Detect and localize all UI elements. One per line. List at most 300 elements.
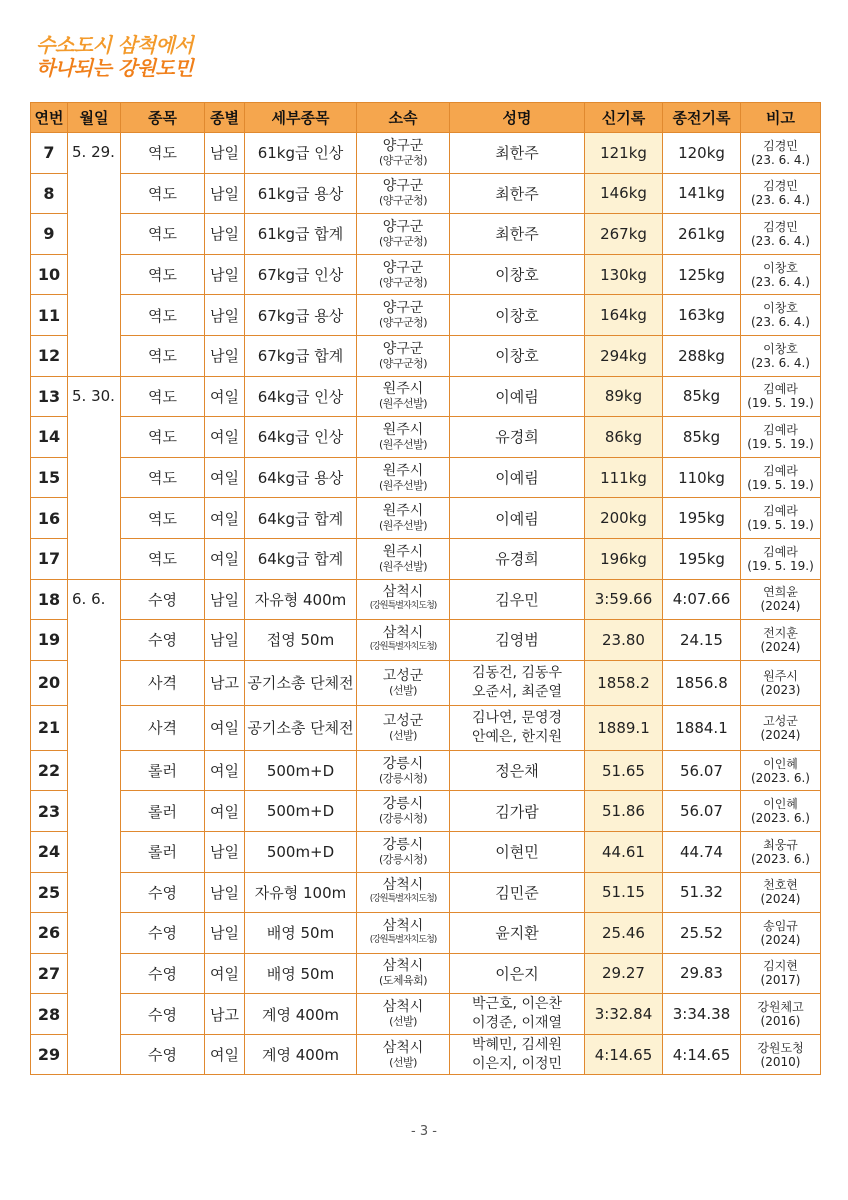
note-date: (2024) (760, 639, 801, 654)
header-affiliation: 소속 (357, 103, 450, 133)
affiliation-city: 양구군 (382, 137, 424, 154)
row-new-record: 121kg (585, 133, 663, 174)
table-row (31, 579, 821, 620)
row-previous-record: 120kg (663, 133, 741, 174)
affiliation-city: 원주시 (382, 462, 424, 479)
row-new-record: 44.61 (585, 831, 663, 872)
affiliation-team: (양구군청) (378, 234, 428, 248)
affiliation-team: (원주선발) (378, 519, 428, 533)
row-previous-record: 3:34.38 (663, 994, 741, 1035)
note-holder: 천호현 (763, 878, 798, 893)
row-detail: 67kg급 합계 (245, 335, 357, 376)
row-affiliation (357, 660, 450, 705)
note-holder: 김예라 (763, 422, 798, 437)
row-previous-record: 29.83 (663, 953, 741, 994)
row-note (741, 295, 821, 336)
row-new-record: 25.46 (585, 913, 663, 954)
header-previous-record: 종전기록 (663, 103, 741, 133)
affiliation-team: (강원특별자치도청) (369, 934, 437, 945)
row-event: 수영 (121, 913, 205, 954)
row-note (741, 953, 821, 994)
note-holder: 이창호 (763, 260, 798, 275)
note-date: (2023. 6.) (751, 770, 810, 785)
affiliation-city: 강릉시 (382, 796, 424, 813)
note-holder: 최웅규 (763, 837, 798, 852)
row-athlete: 김가람 (450, 791, 585, 832)
row-note (741, 173, 821, 214)
row-note (741, 913, 821, 954)
row-event: 롤러 (121, 750, 205, 791)
row-note (741, 1034, 821, 1075)
row-class: 남일 (205, 335, 245, 376)
row-event: 사격 (121, 705, 205, 750)
row-affiliation (357, 750, 450, 791)
row-detail: 67kg급 인상 (245, 254, 357, 295)
row-event: 사격 (121, 660, 205, 705)
affiliation-city: 양구군 (382, 300, 424, 317)
row-new-record: 3:32.84 (585, 994, 663, 1035)
affiliation-team: (원주선발) (378, 478, 428, 492)
note-holder: 강원체고 (757, 1000, 804, 1015)
note-holder: 김지현 (763, 959, 798, 974)
row-new-record: 1858.2 (585, 660, 663, 705)
athlete-names-line-1: 김나연, 문영경 (471, 709, 563, 726)
row-note (741, 660, 821, 705)
athlete-names-line-2: 이경준, 이재열 (471, 1015, 563, 1032)
row-previous-record: 195kg (663, 498, 741, 539)
note-date: (2024) (760, 599, 801, 614)
row-number: 12 (31, 335, 68, 376)
note-holder: 연희윤 (763, 585, 798, 600)
affiliation-city: 양구군 (382, 178, 424, 195)
row-event: 역도 (121, 173, 205, 214)
note-date: (2010) (760, 1054, 801, 1069)
row-event: 역도 (121, 376, 205, 417)
row-number: 21 (31, 705, 68, 750)
row-athlete: 김민준 (450, 872, 585, 913)
row-number: 11 (31, 295, 68, 336)
note-date: (2024) (760, 932, 801, 947)
row-class: 남일 (205, 579, 245, 620)
row-class: 남일 (205, 620, 245, 661)
row-new-record: 146kg (585, 173, 663, 214)
row-class: 남일 (205, 295, 245, 336)
row-previous-record: 1856.8 (663, 660, 741, 705)
athlete-names-line-2: 안예은, 한지원 (471, 728, 563, 745)
row-affiliation (357, 953, 450, 994)
affiliation-team: (강원특별자치도청) (369, 641, 437, 652)
affiliation-city: 원주시 (382, 421, 424, 438)
row-new-record: 130kg (585, 254, 663, 295)
row-note (741, 791, 821, 832)
row-affiliation (357, 133, 450, 174)
athlete-names-line-1: 박근호, 이은찬 (471, 996, 563, 1013)
row-previous-record: 288kg (663, 335, 741, 376)
row-class: 여일 (205, 498, 245, 539)
row-affiliation (357, 913, 450, 954)
affiliation-team: (원주선발) (378, 437, 428, 451)
row-new-record: 111kg (585, 457, 663, 498)
row-detail: 자유형 400m (245, 579, 357, 620)
note-date: (19. 5. 19.) (747, 396, 814, 411)
affiliation-team: (원주선발) (378, 559, 428, 573)
row-affiliation (357, 791, 450, 832)
row-date: 6. 6. (68, 579, 121, 1075)
row-detail: 64kg급 용상 (245, 457, 357, 498)
note-holder: 강원도청 (757, 1040, 804, 1055)
row-athlete: 이창호 (450, 254, 585, 295)
note-date: (23. 6. 4.) (751, 355, 810, 370)
row-athlete (450, 660, 585, 705)
row-event: 롤러 (121, 791, 205, 832)
affiliation-team: (양구군청) (378, 316, 428, 330)
row-number: 16 (31, 498, 68, 539)
row-detail: 61kg급 용상 (245, 173, 357, 214)
row-event: 역도 (121, 538, 205, 579)
row-event: 역도 (121, 498, 205, 539)
header-detail: 세부종목 (245, 103, 357, 133)
note-date: (2023. 6.) (751, 811, 810, 826)
row-affiliation (357, 705, 450, 750)
row-previous-record: 56.07 (663, 750, 741, 791)
row-previous-record: 56.07 (663, 791, 741, 832)
row-detail: 배영 50m (245, 913, 357, 954)
row-new-record: 51.65 (585, 750, 663, 791)
table-row (31, 994, 821, 1035)
row-event: 수영 (121, 620, 205, 661)
header-note: 비고 (741, 103, 821, 133)
row-event: 역도 (121, 417, 205, 458)
row-affiliation (357, 872, 450, 913)
note-holder: 이인혜 (763, 756, 798, 771)
table-row (31, 538, 821, 579)
row-note (741, 498, 821, 539)
note-holder: 송임규 (763, 918, 798, 933)
row-event: 수영 (121, 1034, 205, 1075)
row-class: 여일 (205, 1034, 245, 1075)
row-athlete: 정은채 (450, 750, 585, 791)
row-note (741, 831, 821, 872)
row-note (741, 335, 821, 376)
note-date: (2017) (760, 973, 801, 988)
affiliation-team: (원주선발) (378, 397, 428, 411)
affiliation-city: 원주시 (382, 381, 424, 398)
affiliation-city: 삼척시 (382, 877, 424, 894)
row-note (741, 376, 821, 417)
row-new-record: 1889.1 (585, 705, 663, 750)
row-athlete: 최한주 (450, 173, 585, 214)
note-holder: 김경민 (763, 219, 798, 234)
row-number: 13 (31, 376, 68, 417)
row-new-record: 89kg (585, 376, 663, 417)
affiliation-team: (양구군청) (378, 356, 428, 370)
row-affiliation (357, 214, 450, 255)
row-new-record: 86kg (585, 417, 663, 458)
note-holder: 김경민 (763, 179, 798, 194)
note-date: (2024) (760, 727, 801, 742)
table-row (31, 376, 821, 417)
row-class: 남일 (205, 173, 245, 214)
row-new-record: 3:59.66 (585, 579, 663, 620)
affiliation-city: 삼척시 (382, 917, 424, 934)
row-event: 롤러 (121, 831, 205, 872)
row-note (741, 620, 821, 661)
affiliation-team: (양구군청) (378, 153, 428, 167)
row-affiliation (357, 295, 450, 336)
affiliation-team: (강원특별자치도청) (369, 894, 437, 905)
row-previous-record: 110kg (663, 457, 741, 498)
note-date: (19. 5. 19.) (747, 518, 814, 533)
row-detail: 계영 400m (245, 994, 357, 1035)
row-new-record: 51.86 (585, 791, 663, 832)
note-date: (23. 6. 4.) (751, 152, 810, 167)
affiliation-team: (선발) (389, 1015, 417, 1029)
row-affiliation (357, 831, 450, 872)
row-note (741, 133, 821, 174)
table-row (31, 498, 821, 539)
table-row (31, 173, 821, 214)
row-detail: 공기소총 단체전 (245, 660, 357, 705)
note-date: (23. 6. 4.) (751, 193, 810, 208)
row-previous-record: 25.52 (663, 913, 741, 954)
row-number: 28 (31, 994, 68, 1035)
row-note (741, 254, 821, 295)
note-date: (2023. 6.) (751, 851, 810, 866)
note-date: (23. 6. 4.) (751, 315, 810, 330)
row-previous-record: 85kg (663, 376, 741, 417)
header-date: 월일 (68, 103, 121, 133)
row-detail: 64kg급 합계 (245, 498, 357, 539)
row-affiliation (357, 1034, 450, 1075)
row-athlete: 이예림 (450, 457, 585, 498)
row-note (741, 457, 821, 498)
row-class: 여일 (205, 750, 245, 791)
row-previous-record: 24.15 (663, 620, 741, 661)
row-number: 19 (31, 620, 68, 661)
note-holder: 고성군 (763, 713, 798, 728)
row-number: 26 (31, 913, 68, 954)
row-class: 여일 (205, 953, 245, 994)
row-class: 여일 (205, 705, 245, 750)
header-new-record: 신기록 (585, 103, 663, 133)
affiliation-city: 강릉시 (382, 755, 424, 772)
table-row (31, 295, 821, 336)
row-class: 남일 (205, 133, 245, 174)
row-event: 역도 (121, 133, 205, 174)
row-detail: 61kg급 합계 (245, 214, 357, 255)
note-holder: 김예라 (763, 544, 798, 559)
affiliation-team: (강릉시청) (378, 812, 428, 826)
row-previous-record: 261kg (663, 214, 741, 255)
row-event: 수영 (121, 953, 205, 994)
row-affiliation (357, 417, 450, 458)
table-header-row (31, 103, 821, 133)
row-athlete: 유경희 (450, 538, 585, 579)
row-detail: 500m+D (245, 791, 357, 832)
row-detail: 64kg급 인상 (245, 376, 357, 417)
row-athlete: 유경희 (450, 417, 585, 458)
row-new-record: 267kg (585, 214, 663, 255)
row-number: 24 (31, 831, 68, 872)
row-number: 15 (31, 457, 68, 498)
row-number: 22 (31, 750, 68, 791)
row-detail: 500m+D (245, 831, 357, 872)
row-athlete: 최한주 (450, 214, 585, 255)
affiliation-city: 양구군 (382, 218, 424, 235)
header-class: 종별 (205, 103, 245, 133)
header-event: 종목 (121, 103, 205, 133)
note-holder: 김예라 (763, 382, 798, 397)
note-holder: 김예라 (763, 504, 798, 519)
row-event: 역도 (121, 335, 205, 376)
affiliation-team: (도체육회) (378, 974, 428, 988)
row-event: 역도 (121, 295, 205, 336)
row-affiliation (357, 498, 450, 539)
note-date: (19. 5. 19.) (747, 558, 814, 573)
row-detail: 64kg급 합계 (245, 538, 357, 579)
affiliation-team: (강릉시청) (378, 852, 428, 866)
row-class: 남고 (205, 660, 245, 705)
affiliation-team: (선발) (389, 683, 417, 697)
table-row (31, 953, 821, 994)
row-class: 남고 (205, 994, 245, 1035)
row-date: 5. 30. (68, 376, 121, 579)
affiliation-city: 원주시 (382, 503, 424, 520)
row-number: 25 (31, 872, 68, 913)
slogan-line-1: 수소도시 삼척에서 (36, 33, 194, 57)
row-date: 5. 29. (68, 133, 121, 377)
row-previous-record: 4:07.66 (663, 579, 741, 620)
note-date: (2023) (760, 682, 801, 697)
row-note (741, 579, 821, 620)
row-new-record: 196kg (585, 538, 663, 579)
row-number: 27 (31, 953, 68, 994)
note-date: (23. 6. 4.) (751, 274, 810, 289)
affiliation-team: (선발) (389, 728, 417, 742)
athlete-names-line-1: 김동건, 김동우 (471, 664, 563, 681)
row-affiliation (357, 173, 450, 214)
note-date: (2016) (760, 1014, 801, 1029)
row-number: 20 (31, 660, 68, 705)
page-number: - 3 - (411, 1124, 437, 1139)
row-athlete: 이창호 (450, 295, 585, 336)
affiliation-city: 고성군 (382, 712, 424, 729)
athlete-names-line-1: 박혜민, 김세원 (471, 1036, 563, 1053)
affiliation-city: 삼척시 (382, 584, 424, 601)
row-number: 7 (31, 133, 68, 174)
row-note (741, 214, 821, 255)
row-detail: 접영 50m (245, 620, 357, 661)
row-affiliation (357, 376, 450, 417)
row-previous-record: 44.74 (663, 831, 741, 872)
table-row (31, 705, 821, 750)
affiliation-city: 강릉시 (382, 836, 424, 853)
table-row (31, 214, 821, 255)
row-athlete: 윤지환 (450, 913, 585, 954)
row-affiliation (357, 994, 450, 1035)
affiliation-team: (강릉시청) (378, 771, 428, 785)
row-affiliation (357, 538, 450, 579)
row-new-record: 200kg (585, 498, 663, 539)
row-previous-record: 85kg (663, 417, 741, 458)
row-detail: 61kg급 인상 (245, 133, 357, 174)
affiliation-team: (선발) (389, 1055, 417, 1069)
affiliation-city: 삼척시 (382, 624, 424, 641)
table-row (31, 913, 821, 954)
note-holder: 김경민 (763, 138, 798, 153)
row-previous-record: 163kg (663, 295, 741, 336)
note-holder: 전지훈 (763, 625, 798, 640)
row-number: 9 (31, 214, 68, 255)
table-row (31, 417, 821, 458)
table-row (31, 831, 821, 872)
row-class: 여일 (205, 376, 245, 417)
affiliation-city: 고성군 (382, 667, 424, 684)
header-no: 연번 (31, 103, 68, 133)
row-athlete: 이창호 (450, 335, 585, 376)
table-row (31, 750, 821, 791)
row-event: 수영 (121, 872, 205, 913)
row-athlete: 이은지 (450, 953, 585, 994)
note-holder: 이인혜 (763, 797, 798, 812)
athlete-names-line-2: 이은지, 이정민 (471, 1055, 563, 1072)
row-class: 남일 (205, 831, 245, 872)
table-row (31, 254, 821, 295)
row-detail: 67kg급 용상 (245, 295, 357, 336)
row-affiliation (357, 254, 450, 295)
row-number: 8 (31, 173, 68, 214)
note-holder: 김예라 (763, 463, 798, 478)
row-note (741, 750, 821, 791)
row-class: 여일 (205, 538, 245, 579)
row-affiliation (357, 457, 450, 498)
row-previous-record: 51.32 (663, 872, 741, 913)
table-row (31, 660, 821, 705)
row-new-record: 294kg (585, 335, 663, 376)
row-previous-record: 195kg (663, 538, 741, 579)
row-event: 수영 (121, 579, 205, 620)
row-detail: 배영 50m (245, 953, 357, 994)
row-athlete: 김영범 (450, 620, 585, 661)
row-class: 남일 (205, 254, 245, 295)
table-row (31, 1034, 821, 1075)
row-number: 10 (31, 254, 68, 295)
row-note (741, 872, 821, 913)
row-number: 23 (31, 791, 68, 832)
affiliation-team: (양구군청) (378, 194, 428, 208)
table-row (31, 335, 821, 376)
affiliation-city: 삼척시 (382, 999, 424, 1016)
note-holder: 이창호 (763, 301, 798, 316)
row-number: 17 (31, 538, 68, 579)
table-row (31, 620, 821, 661)
table-row (31, 872, 821, 913)
row-class: 남일 (205, 913, 245, 954)
affiliation-team: (양구군청) (378, 275, 428, 289)
row-detail: 공기소총 단체전 (245, 705, 357, 750)
table-row (31, 791, 821, 832)
row-event: 역도 (121, 214, 205, 255)
row-previous-record: 125kg (663, 254, 741, 295)
athlete-names-line-2: 오준서, 최준열 (471, 683, 563, 700)
affiliation-city: 삼척시 (382, 958, 424, 975)
affiliation-city: 삼척시 (382, 1039, 424, 1056)
row-new-record: 23.80 (585, 620, 663, 661)
row-affiliation (357, 335, 450, 376)
row-new-record: 51.15 (585, 872, 663, 913)
row-athlete: 이예림 (450, 498, 585, 539)
affiliation-team: (강원특별자치도청) (369, 601, 437, 612)
